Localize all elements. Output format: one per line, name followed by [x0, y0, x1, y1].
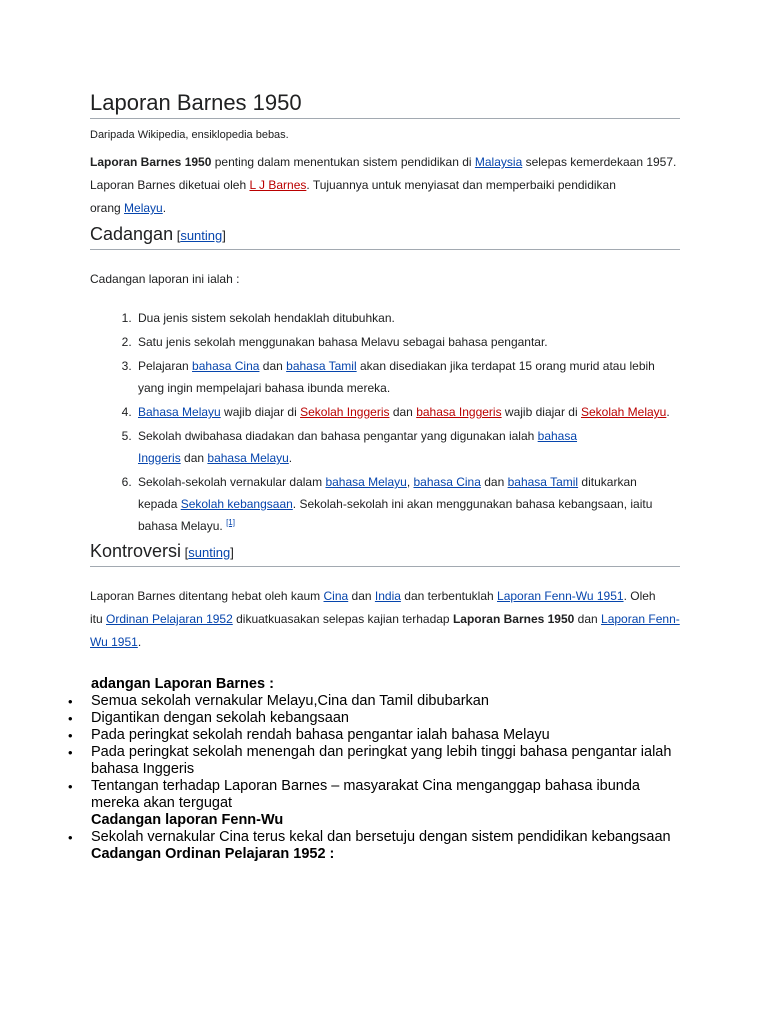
list-item: • Pada peringkat sekolah menengah dan peringkat yang lebih tinggi bahasa pengantar ialah bahasa Inggeris [68, 744, 688, 778]
list-item: 2. Satu jenis sekolah menggunakan bahasa Melavu sebagai bahasa pengantar. [135, 331, 680, 353]
intro-bold: Laporan Barnes 1950 [90, 155, 212, 169]
link-bahasa-tamil-2[interactable]: bahasa Tamil [507, 475, 579, 489]
notes-heading-fenn-wu: Cadangan laporan Fenn-Wu [91, 812, 284, 828]
link-bahasa-inggeris-2[interactable]: bahasa [537, 429, 578, 443]
intro-paragraph: Laporan Barnes 1950 penting dalam menentukan sistem pendidikan di Malaysia selepas kemerdekaan 1957. Laporan Barnes diketuai oleh L J Barnes. Tujuannya untuk menyiasat dan memperbaiki pendidikan orang Melayu. [90, 155, 677, 215]
list-item: 5. Sekolah dwibahasa diadakan dan bahasa pengantar yang digunakan ialah bahasa Inggeris dan bahasa Melayu. [135, 425, 680, 469]
list-item: • Pada peringkat sekolah rendah bahasa pengantar ialah bahasa Melayu [68, 727, 688, 744]
link-laporan-fenn-wu[interactable]: Laporan Fenn-Wu 1951 [497, 589, 624, 603]
list-item: • Digantikan dengan sekolah kebangsaan [68, 710, 688, 727]
link-melayu[interactable]: Melayu [124, 201, 163, 215]
kontroversi-paragraph: Laporan Barnes ditentang hebat oleh kaum Cina dan India dan terbentuklah Laporan Fenn-Wu 1951. Oleh itu Ordinan Pelajaran 1952 dikuatkuasakan selepas kajian terhadap Laporan Barnes 1950 dan Laporan Fenn- Wu 1951. [90, 589, 680, 649]
link-bahasa-cina-2[interactable]: bahasa Cina [413, 475, 481, 489]
link-bahasa-inggeris-2-cont[interactable]: Inggeris [138, 451, 181, 465]
link-sekolah-inggeris[interactable]: Sekolah Inggeris [300, 405, 390, 419]
link-bahasa-melayu[interactable]: Bahasa Melayu [138, 405, 221, 419]
list-item: 1. Dua jenis sistem sekolah hendaklah ditubuhkan. [135, 307, 680, 329]
section-heading-kontroversi: Kontroversi [sunting] [90, 539, 680, 567]
list-item: 6. Sekolah-sekolah vernakular dalam bahasa Melayu, bahasa Cina dan bahasa Tamil ditukarkan kepada Sekolah kebangsaan. Sekolah-sekolah ini akan menggunakan bahasa kebangsaan, iaitu bahasa Melayu. [1] [135, 471, 680, 537]
link-sekolah-melayu[interactable]: Sekolah Melayu [580, 405, 667, 419]
page-subtitle: Daripada Wikipedia, ensiklopedia bebas. [90, 129, 289, 141]
notes-list-fenn-wu [68, 829, 688, 846]
page-title: Laporan Barnes 1950 [90, 90, 680, 119]
notes-heading-barnes: adangan Laporan Barnes : [91, 676, 274, 692]
notes-list-barnes [68, 693, 688, 812]
link-laporan-fenn-wu-2-cont[interactable]: Wu 1951 [90, 635, 138, 649]
edit-link-cadangan[interactable]: sunting [180, 228, 223, 243]
link-ordinan-pelajaran[interactable]: Ordinan Pelajaran 1952 [106, 612, 233, 626]
link-cina[interactable]: Cina [323, 589, 349, 603]
list-item: 3. Pelajaran bahasa Cina dan bahasa Tamil akan disediakan jika terdapat 15 orang murid atau lebih yang ingin mempelajari bahasa ibunda mereka. [135, 355, 680, 399]
link-sekolah-kebangsaan[interactable]: Sekolah kebangsaan [180, 497, 293, 511]
notes-section [68, 676, 688, 863]
list-item: • Sekolah vernakular Cina terus kekal dan bersetuju dengan sistem pendidikan kebangsaan [68, 829, 688, 846]
edit-link-kontroversi[interactable]: sunting [188, 545, 231, 560]
link-bahasa-inggeris[interactable]: bahasa Inggeris [416, 405, 502, 419]
list-item: • Tentangan terhadap Laporan Barnes – masyarakat Cina menganggap bahasa ibunda mereka akan tergugat [68, 778, 688, 812]
link-lj-barnes[interactable]: L J Barnes [249, 178, 307, 192]
link-malaysia[interactable]: Malaysia [474, 155, 523, 169]
link-bahasa-melayu-2[interactable]: bahasa Melayu [207, 451, 289, 465]
link-bahasa-cina[interactable]: bahasa Cina [192, 359, 260, 373]
recommendation-list [90, 307, 680, 537]
section-heading-cadangan: Cadangan [sunting] [90, 222, 680, 250]
wiki-article [90, 90, 680, 654]
link-bahasa-tamil[interactable]: bahasa Tamil [286, 359, 357, 373]
citation-link[interactable]: [1] [226, 518, 235, 527]
section-lead: Cadangan laporan ini ialah : [90, 272, 240, 286]
list-item: • Semua sekolah vernakular Melayu,Cina dan Tamil dibubarkan [68, 693, 688, 710]
list-item: 4. Bahasa Melayu wajib diajar di Sekolah Inggeris dan bahasa Inggeris wajib diajar di Sekolah Melayu. [135, 401, 680, 423]
link-bahasa-melayu-3[interactable]: bahasa Melayu [325, 475, 407, 489]
link-laporan-fenn-wu-2[interactable]: Laporan Fenn- [601, 612, 680, 626]
notes-heading-ordinan: Cadangan Ordinan Pelajaran 1952 : [91, 846, 335, 862]
link-india[interactable]: India [374, 589, 401, 603]
